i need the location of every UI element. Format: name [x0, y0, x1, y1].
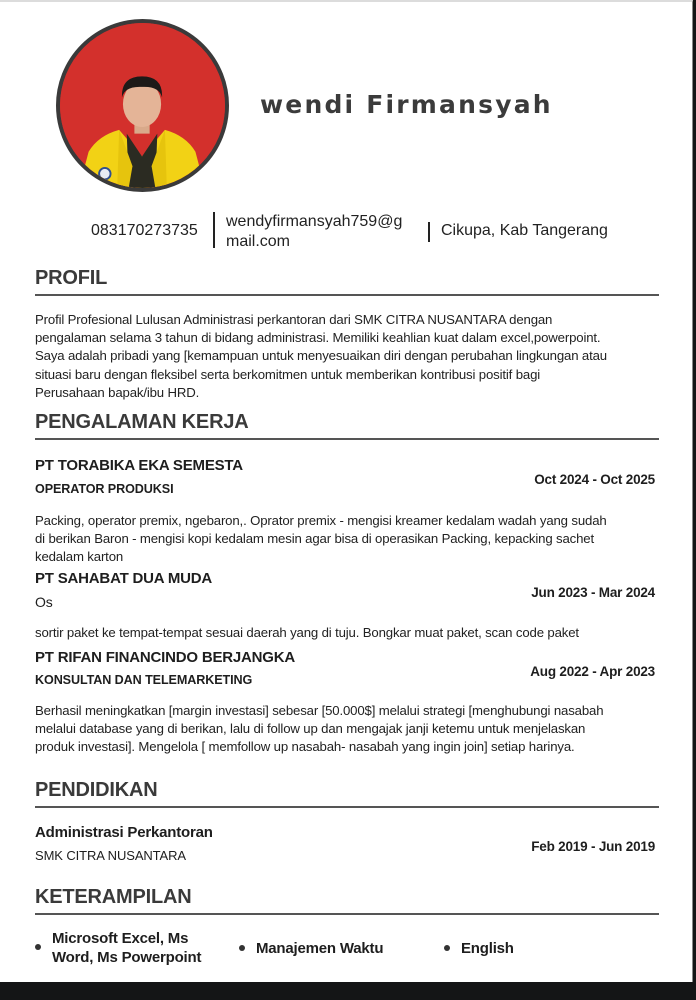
experience-company: PT RIFAN FINANCINDO BERJANGKA [35, 649, 296, 666]
text-line: Perusahaan bapak/ibu HRD. [35, 384, 200, 400]
section-title-profile: PROFIL [35, 267, 659, 296]
text-line: melalui database yang di berikan, lalu di follow up dan mengajak janji ketemu untuk menjelaskan [35, 721, 586, 737]
education-dates: Feb 2019 - Jun 2019 [531, 839, 655, 854]
profile-summary [35, 311, 665, 402]
skill-text: Manajemen Waktu [256, 940, 384, 957]
section-title-experience: PENGALAMAN KERJA [35, 411, 659, 440]
skill-item [52, 929, 201, 967]
experience-company: PT SAHABAT DUA MUDA [35, 570, 213, 587]
bullet-icon [239, 945, 245, 951]
contact-divider [428, 222, 430, 242]
bullet-icon [35, 944, 41, 950]
text-line: produk investasi]. Mengelola [ memfollow up nasabah- nasabah yang ingin join] setiap harinya. [35, 739, 575, 755]
experience-description [35, 624, 665, 642]
email-line-2: mail.com [226, 233, 291, 250]
experience-description [35, 702, 665, 757]
experience-role: Os [35, 594, 53, 610]
text-line: Packing, operator premix, ngebaron,. Oprator premix - mengisi kreamer kedalam wadah yang sudah [35, 513, 607, 528]
text-line: Berhasil meningkatkan [margin investasi] sebesar [50.000$] melalui strategi [menghubungi nasabah [35, 703, 604, 718]
skill-text: English [461, 940, 514, 957]
contact-divider [213, 212, 215, 248]
text-line: di berikan Baron - mengisi kopi kedalam mesin agar bisa di operasikan Packing, kepacking sachet [35, 531, 594, 547]
email-address [226, 212, 411, 252]
experience-dates: Jun 2023 - Mar 2024 [531, 585, 655, 600]
contact-bar [0, 210, 693, 250]
experience-role: KONSULTAN DAN TELEMARKETING [35, 673, 253, 687]
experience-dates: Oct 2024 - Oct 2025 [534, 472, 655, 487]
experience-role: OPERATOR PRODUKSI [35, 482, 174, 496]
section-title-skills: KETERAMPILAN [35, 886, 659, 915]
skill-item [461, 939, 514, 958]
skill-text: Word, Ms Powerpoint [52, 949, 202, 966]
education-program: Administrasi Perkantoran [35, 824, 213, 841]
phone-number: 083170273735 [91, 222, 198, 239]
email-line-1: wendyfirmansyah759@g [226, 213, 403, 230]
profile-photo [56, 19, 229, 192]
skills-list [35, 929, 665, 975]
education-school: SMK CITRA NUSANTARA [35, 848, 186, 863]
text-line: kedalam karton [35, 549, 124, 565]
text-line: sortir paket ke tempat-tempat sesuai daerah yang di tuju. Bongkar muat paket, scan code paket [35, 625, 579, 640]
text-line: Saya adalah pribadi yang [kemampuan untuk menyesuaikan diri dengan perubahan lingkungan atau [35, 348, 607, 364]
skill-text: Microsoft Excel, Ms [52, 930, 189, 947]
location: Cikupa, Kab Tangerang [441, 222, 608, 239]
text-line: Profil Profesional Lulusan Administrasi perkantoran dari SMK CITRA NUSANTARA dengan [35, 312, 553, 327]
bullet-icon [444, 945, 450, 951]
experience-company: PT TORABIKA EKA SEMESTA [35, 457, 243, 474]
experience-dates: Aug 2022 - Apr 2023 [530, 664, 655, 679]
section-title-education: PENDIDIKAN [35, 779, 659, 808]
candidate-name: wendi Firmansyah [260, 90, 553, 119]
experience-description [35, 512, 665, 567]
text-line: situasi baru dengan fleksibel serta berkomitmen untuk memberikan kontribusi positif bagi [35, 366, 541, 382]
skill-item [256, 939, 383, 958]
person-photo-icon [60, 23, 225, 188]
text-line: pengalaman selama 3 tahun di bidang administrasi. Memiliki keahlian kuat dalam excel,powerpoint. [35, 330, 601, 346]
